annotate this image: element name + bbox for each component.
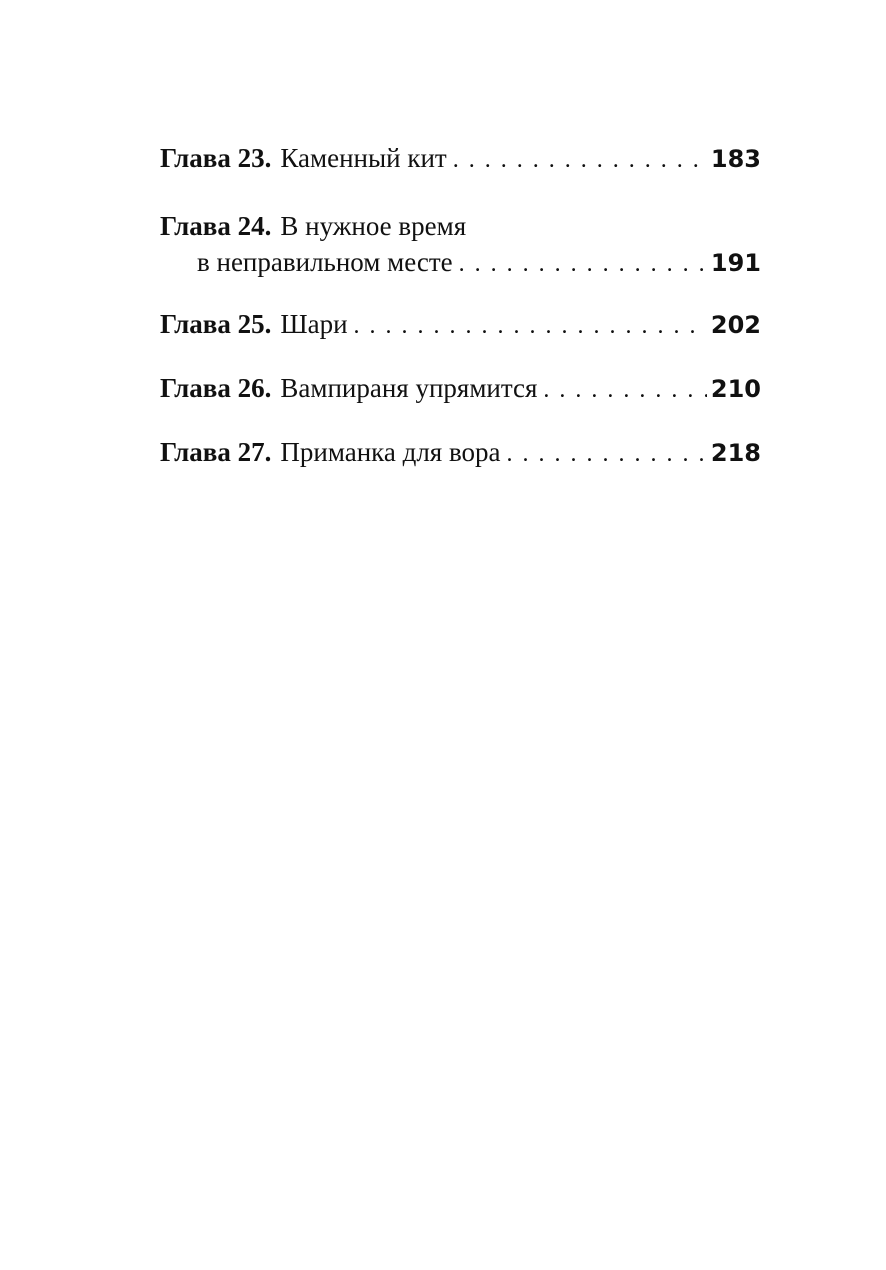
page-number: 202 — [710, 311, 761, 339]
dot-leader — [453, 142, 707, 178]
dot-leader — [543, 372, 707, 408]
toc-entry-chapter-26[interactable] — [160, 370, 761, 408]
chapter-label: Глава 23. — [160, 143, 272, 173]
page-number: 210 — [710, 375, 761, 403]
dot-leader — [459, 246, 707, 282]
table-of-contents — [160, 140, 761, 472]
chapter-title: Приманка для вора — [280, 437, 501, 467]
toc-line-continuation — [160, 244, 761, 282]
toc-entry-chapter-24[interactable] — [160, 208, 761, 282]
dot-leader — [507, 436, 707, 472]
toc-line — [160, 370, 761, 408]
chapter-label: Глава 26. — [160, 373, 272, 403]
chapter-title: Вампираня упрямится — [280, 373, 538, 403]
toc-line — [160, 208, 761, 244]
toc-entry-chapter-27[interactable] — [160, 434, 761, 472]
chapter-title: Шари — [280, 309, 348, 339]
chapter-title: Каменный кит — [280, 143, 447, 173]
toc-entry-chapter-23[interactable] — [160, 140, 761, 178]
chapter-title-continuation: в неправильном месте — [197, 247, 453, 277]
chapter-label: Глава 25. — [160, 309, 272, 339]
toc-line — [160, 306, 761, 344]
page-number: 218 — [710, 439, 761, 467]
page-number: 191 — [710, 249, 761, 277]
chapter-label: Глава 27. — [160, 437, 272, 467]
chapter-title: В нужное время — [280, 211, 467, 241]
chapter-label: Глава 24. — [160, 211, 272, 241]
page-number: 183 — [710, 145, 761, 173]
toc-entry-chapter-25[interactable] — [160, 306, 761, 344]
toc-line — [160, 434, 761, 472]
toc-line — [160, 140, 761, 178]
dot-leader — [354, 308, 707, 344]
